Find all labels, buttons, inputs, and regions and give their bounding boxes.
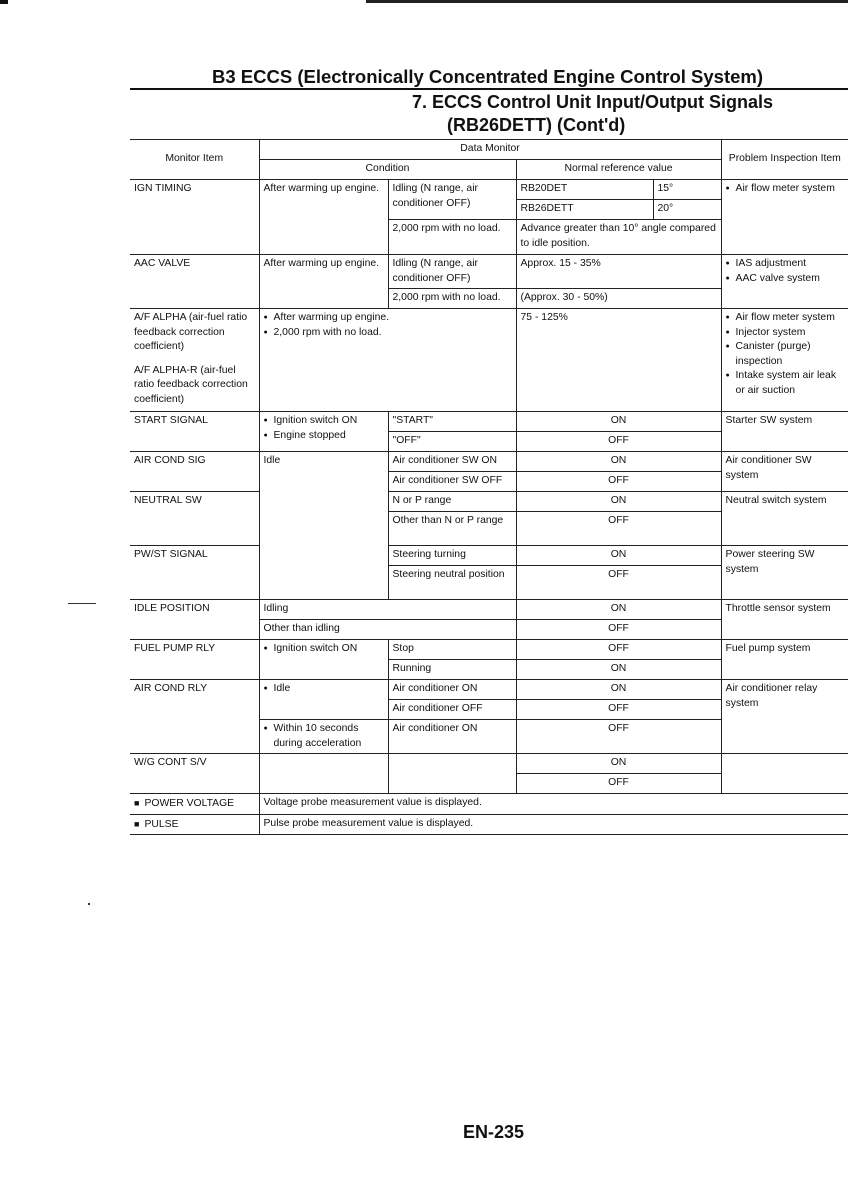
sub-condition-cell: Idling (N range, air conditioner OFF) bbox=[388, 255, 516, 289]
sub-condition-cell: Stop bbox=[388, 640, 516, 660]
inspection-cell: Starter SW system bbox=[721, 412, 848, 452]
reference-cell: Approx. 15 - 35% bbox=[516, 255, 721, 289]
condition-cell: Other than idling bbox=[259, 620, 516, 640]
monitor-item: PW/ST SIGNAL bbox=[130, 546, 259, 600]
monitor-item: AAC VALVE bbox=[130, 255, 259, 309]
header-problem-inspection: Problem Inspection Item bbox=[721, 140, 848, 180]
reference-cell: Advance greater than 10° angle compared to idle position. bbox=[516, 220, 721, 255]
title-underline bbox=[130, 88, 848, 90]
value-cell: OFF bbox=[516, 512, 721, 546]
value-cell: ON bbox=[516, 412, 721, 432]
condition-cell bbox=[259, 720, 388, 754]
header-row-1 bbox=[130, 140, 848, 160]
margin-mark bbox=[68, 603, 96, 604]
monitor-item: AIR COND SIG bbox=[130, 452, 259, 492]
sub-condition-cell: Steering neutral position bbox=[388, 566, 516, 600]
table-row bbox=[130, 180, 848, 200]
condition-item: ● 2,000 rpm with no load. bbox=[264, 326, 512, 341]
monitor-item: W/G CONT S/V bbox=[130, 754, 259, 794]
inspection-cell: Neutral switch system bbox=[721, 492, 848, 546]
subtitle-line-1: 7. ECCS Control Unit Input/Output Signals bbox=[412, 92, 773, 112]
inspection-item: ● Air flow meter system bbox=[726, 182, 845, 197]
subtitle-line-2: (RB26DETT) (Cont'd) bbox=[447, 115, 626, 135]
monitor-item: A/F ALPHA-R (air-fuel ratio feedback correction coefficient) bbox=[130, 362, 259, 412]
monitor-item: FUEL PUMP RLY bbox=[130, 640, 259, 680]
value-cell: OFF bbox=[516, 432, 721, 452]
condition-item: ● Within 10 seconds during acceleration bbox=[264, 722, 384, 751]
value-cell: OFF bbox=[516, 774, 721, 794]
condition-cell: Idling bbox=[259, 600, 516, 620]
value-cell: ON bbox=[516, 546, 721, 566]
condition-cell bbox=[259, 640, 388, 680]
inspection-cell bbox=[721, 255, 848, 309]
sub-condition-cell: Running bbox=[388, 660, 516, 680]
table-row bbox=[130, 255, 848, 289]
table-row bbox=[130, 452, 848, 472]
table-row bbox=[130, 680, 848, 700]
value-cell: ON bbox=[516, 754, 721, 774]
header-normal-reference: Normal reference value bbox=[516, 160, 721, 180]
inspection-cell: Power steering SW system bbox=[721, 546, 848, 600]
value-cell: ON bbox=[516, 600, 721, 620]
monitor-item: NEUTRAL SW bbox=[130, 492, 259, 546]
description-cell: Pulse probe measurement value is displayed. bbox=[259, 814, 848, 835]
inspection-item: ● IAS adjustment bbox=[726, 257, 845, 272]
inspection-cell bbox=[721, 754, 848, 794]
table-row bbox=[130, 546, 848, 566]
table-row bbox=[130, 309, 848, 362]
value-cell: OFF bbox=[516, 700, 721, 720]
engine-cell: RB26DETT bbox=[516, 200, 653, 220]
sub-condition-cell: "START" bbox=[388, 412, 516, 432]
sub-condition-cell: "OFF" bbox=[388, 432, 516, 452]
table-row bbox=[130, 412, 848, 432]
engine-cell: RB20DET bbox=[516, 180, 653, 200]
value-cell: ON bbox=[516, 660, 721, 680]
inspection-cell: Fuel pump system bbox=[721, 640, 848, 680]
table-row bbox=[130, 492, 848, 512]
monitor-item: IGN TIMING bbox=[130, 180, 259, 255]
value-cell: OFF bbox=[516, 720, 721, 754]
monitor-item: ■ POWER VOLTAGE bbox=[130, 794, 259, 815]
top-rule bbox=[366, 0, 848, 3]
condition-cell bbox=[259, 754, 388, 794]
reference-cell: 75 - 125% bbox=[516, 309, 721, 412]
sub-condition-cell: N or P range bbox=[388, 492, 516, 512]
condition-item: ● Idle bbox=[264, 682, 384, 697]
value-cell: ON bbox=[516, 452, 721, 472]
description-cell: Voltage probe measurement value is displayed. bbox=[259, 794, 848, 815]
signal-table bbox=[130, 139, 848, 835]
value-cell: OFF bbox=[516, 566, 721, 600]
sub-condition-cell: Air conditioner SW ON bbox=[388, 452, 516, 472]
condition-cell: After warming up engine. bbox=[259, 180, 388, 255]
sub-condition-cell: Air conditioner ON bbox=[388, 720, 516, 754]
condition-cell: Idle bbox=[259, 452, 388, 600]
sub-condition-cell: Air conditioner OFF bbox=[388, 700, 516, 720]
inspection-item: ● Intake system air leak or air suction bbox=[726, 369, 845, 398]
sub-condition-cell: 2,000 rpm with no load. bbox=[388, 220, 516, 255]
inspection-cell bbox=[721, 180, 848, 255]
sub-condition-cell: Air conditioner SW OFF bbox=[388, 472, 516, 492]
table-row bbox=[130, 600, 848, 620]
monitor-item: IDLE POSITION bbox=[130, 600, 259, 640]
inspection-item: ● Canister (purge) inspection bbox=[726, 340, 845, 369]
condition-item: ● Ignition switch ON bbox=[264, 642, 384, 657]
sub-condition-cell bbox=[388, 754, 516, 794]
table-row bbox=[130, 794, 848, 815]
corner-mark bbox=[0, 0, 8, 4]
monitor-item: START SIGNAL bbox=[130, 412, 259, 452]
condition-cell bbox=[259, 412, 388, 452]
header-data-monitor: Data Monitor bbox=[259, 140, 721, 160]
reference-cell: (Approx. 30 - 50%) bbox=[516, 289, 721, 309]
sub-condition-cell: Other than N or P range bbox=[388, 512, 516, 546]
table-row bbox=[130, 640, 848, 660]
table-row bbox=[130, 754, 848, 774]
sub-condition-cell: Air conditioner ON bbox=[388, 680, 516, 700]
value-cell: ON bbox=[516, 680, 721, 700]
value-cell: OFF bbox=[516, 640, 721, 660]
value-cell: 15° bbox=[653, 180, 721, 200]
inspection-cell bbox=[721, 309, 848, 412]
inspection-item: ● Air flow meter system bbox=[726, 311, 845, 326]
monitor-item: A/F ALPHA (air-fuel ratio feedback correction coefficient) bbox=[130, 309, 259, 362]
inspection-cell: Air conditioner relay system bbox=[721, 680, 848, 754]
sub-condition-cell: Steering turning bbox=[388, 546, 516, 566]
value-cell: 20° bbox=[653, 200, 721, 220]
inspection-item: ● AAC valve system bbox=[726, 272, 845, 287]
margin-dot bbox=[88, 903, 90, 905]
header-condition: Condition bbox=[259, 160, 516, 180]
inspection-item: ● Injector system bbox=[726, 326, 845, 341]
condition-item: ● Engine stopped bbox=[264, 429, 384, 444]
section-title: B3 ECCS (Electronically Concentrated Engine Control System) bbox=[212, 66, 763, 87]
condition-cell: After warming up engine. bbox=[259, 255, 388, 309]
sub-condition-cell: 2,000 rpm with no load. bbox=[388, 289, 516, 309]
inspection-cell: Throttle sensor system bbox=[721, 600, 848, 640]
condition-cell bbox=[259, 680, 388, 720]
header-monitor-item: Monitor Item bbox=[130, 140, 259, 180]
condition-item: ● Ignition switch ON bbox=[264, 414, 384, 429]
monitor-item: ■ PULSE bbox=[130, 814, 259, 835]
page-number: EN-235 bbox=[463, 1122, 525, 1142]
value-cell: OFF bbox=[516, 620, 721, 640]
monitor-item: AIR COND RLY bbox=[130, 680, 259, 754]
condition-item: ● After warming up engine. bbox=[264, 311, 512, 326]
condition-cell bbox=[259, 309, 516, 412]
value-cell: ON bbox=[516, 492, 721, 512]
inspection-cell: Air conditioner SW system bbox=[721, 452, 848, 492]
sub-condition-cell: Idling (N range, air conditioner OFF) bbox=[388, 180, 516, 220]
value-cell: OFF bbox=[516, 472, 721, 492]
table-row bbox=[130, 814, 848, 835]
